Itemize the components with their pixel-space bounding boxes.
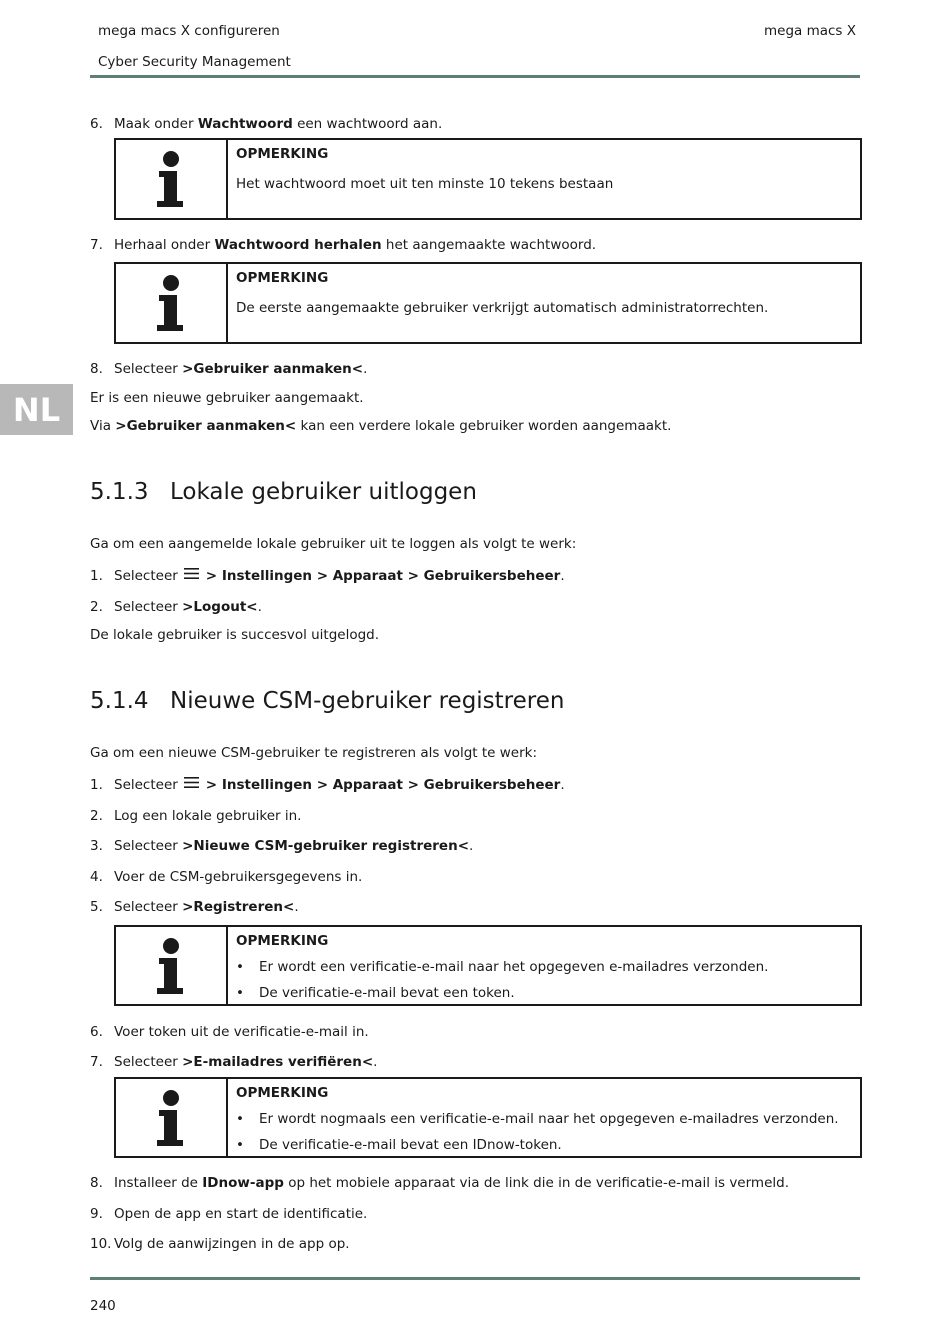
step-6: 6. Maak onder Wachtwoord een wachtwoord aan.	[90, 116, 443, 132]
section-result: De lokale gebruiker is succesvol uitgelogd.	[90, 627, 380, 643]
step-1: 1. Selecteer > Instellingen > Apparaat > Gebruikersbeheer.	[90, 568, 565, 584]
note-box	[114, 925, 862, 1006]
via-text: Via >Gebruiker aanmaken< kan een verdere lokale gebruiker worden aangemaakt.	[90, 418, 672, 434]
note-title: OPMERKING	[236, 270, 329, 286]
section-heading-513: 5.1.3 Lokale gebruiker uitloggen	[90, 479, 477, 505]
section-heading-514: 5.1.4 Nieuwe CSM-gebruiker registreren	[90, 688, 565, 714]
header-rule	[90, 75, 860, 78]
note-title: OPMERKING	[236, 933, 329, 949]
section-intro: Ga om een aangemelde lokale gebruiker uit te loggen als volgt te werk:	[90, 536, 577, 552]
step-8: 8. Installeer de IDnow-app op het mobiele apparaat via de link die in de verificatie-e-mail is vermeld.	[90, 1175, 789, 1191]
info-icon	[116, 1079, 228, 1156]
note-box	[114, 262, 862, 344]
note-title: OPMERKING	[236, 1085, 329, 1101]
language-tab: NL	[0, 384, 73, 435]
note-bullet: • Er wordt nogmaals een verificatie-e-mail naar het opgegeven e-mailadres verzonden.	[236, 1111, 839, 1127]
step-6: 6. Voer token uit de verificatie-e-mail in.	[90, 1024, 369, 1040]
step-3: 3. Selecteer >Nieuwe CSM-gebruiker registreren<.	[90, 838, 474, 854]
step-7: 7. Selecteer >E-mailadres verifiëren<.	[90, 1054, 378, 1070]
step-9: 9. Open de app en start de identificatie.	[90, 1206, 368, 1222]
step-10: 10. Volg de aanwijzingen in de app op.	[90, 1236, 350, 1252]
note-box	[114, 138, 862, 220]
note-bullet: • De verificatie-e-mail bevat een token.	[236, 985, 515, 1001]
note-text: Het wachtwoord moet uit ten minste 10 tekens bestaan	[236, 176, 614, 192]
page-number: 240	[90, 1298, 116, 1314]
info-icon	[116, 140, 228, 218]
step-4: 4. Voer de CSM-gebruikersgegevens in.	[90, 869, 363, 885]
step-8: 8. Selecteer >Gebruiker aanmaken<.	[90, 361, 368, 377]
note-bullet: • Er wordt een verificatie-e-mail naar het opgegeven e-mailadres verzonden.	[236, 959, 769, 975]
section-intro: Ga om een nieuwe CSM-gebruiker te registreren als volgt te werk:	[90, 745, 538, 761]
info-icon	[116, 264, 228, 342]
result-text: Er is een nieuwe gebruiker aangemaakt.	[90, 390, 364, 406]
step-5: 5. Selecteer >Registreren<.	[90, 899, 299, 915]
step-2: 2. Log een lokale gebruiker in.	[90, 808, 302, 824]
note-box	[114, 1077, 862, 1158]
note-text: De eerste aangemaakte gebruiker verkrijgt automatisch administratorrechten.	[236, 300, 769, 316]
step-1: 1. Selecteer > Instellingen > Apparaat > Gebruikersbeheer.	[90, 777, 565, 793]
footer-rule	[90, 1277, 860, 1280]
header-subtitle: Cyber Security Management	[98, 54, 291, 70]
menu-icon	[184, 567, 199, 583]
header-product: mega macs X	[764, 23, 857, 39]
menu-icon	[184, 776, 199, 792]
note-title: OPMERKING	[236, 146, 329, 162]
header-title: mega macs X configureren	[98, 23, 280, 39]
step-7: 7. Herhaal onder Wachtwoord herhalen het aangemaakte wachtwoord.	[90, 237, 597, 253]
info-icon	[116, 927, 228, 1004]
step-2: 2. Selecteer >Logout<.	[90, 599, 262, 615]
note-bullet: • De verificatie-e-mail bevat een IDnow-token.	[236, 1137, 562, 1153]
